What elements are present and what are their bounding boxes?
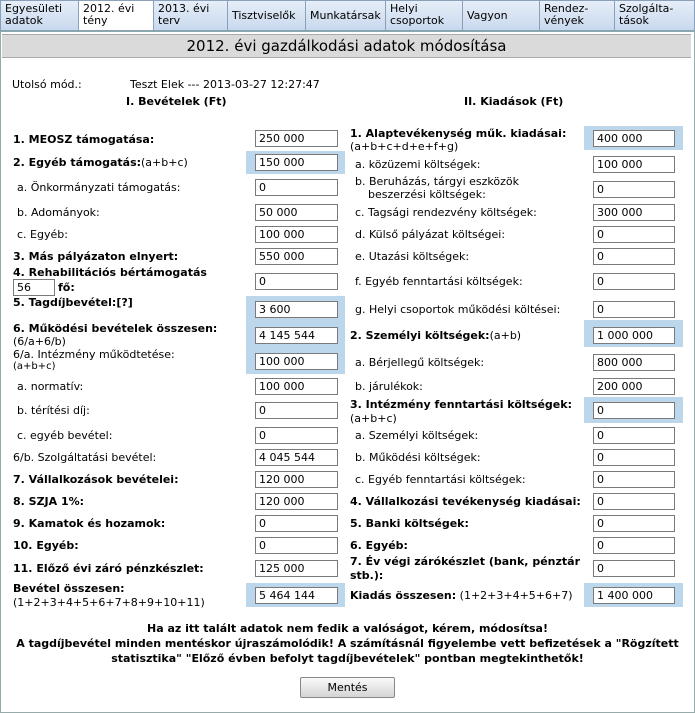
tab-label: Szolgálta- tások [619, 2, 674, 27]
expense-label: f. Egyéb fenntartási költségek: [355, 275, 523, 288]
kozuzemi-field[interactable] [593, 156, 675, 173]
income-label: a. Önkormányzati támogatás: [17, 181, 181, 194]
expense-label: 6. Egyéb: [350, 539, 408, 552]
egyeb-6-field[interactable] [593, 537, 675, 554]
income-label [13, 156, 188, 169]
palyazat-field[interactable] [255, 248, 338, 265]
helyi-csoportok-field[interactable] [593, 301, 675, 318]
expense-label [350, 329, 521, 342]
egyeb-10-field[interactable] [255, 537, 338, 554]
egyeb-tamogatas-field[interactable] [255, 154, 338, 171]
adomanyok-field[interactable] [255, 204, 338, 221]
income-label: 4. Rehabilitációs bértámogatás [13, 266, 207, 279]
expense-label: a. Személyi költségek: [355, 429, 479, 442]
utazasi-field[interactable] [593, 248, 675, 265]
egyeb-bevetel-field[interactable] [255, 427, 338, 444]
beruhazas-field[interactable] [593, 181, 675, 198]
szja-field[interactable] [255, 493, 338, 510]
expense-label: 4. Vállalkozási tevékenység kiadásai: [350, 495, 581, 508]
help-link[interactable]: [?] [116, 296, 133, 309]
elozo-evi-field[interactable] [255, 560, 338, 577]
intezmeny-fenntartasi-field[interactable] [593, 402, 675, 419]
income-heading: I. Bevételek (Ft) [126, 95, 227, 108]
rehab-fo-field[interactable] [13, 279, 55, 296]
save-button[interactable]: Mentés [300, 677, 395, 698]
szolgaltatasi-field[interactable] [255, 449, 338, 466]
egyeb-fenntartasi-field[interactable] [593, 471, 675, 488]
income-total-label: Bevétel összesen: [13, 582, 125, 595]
expense-label-cont: beszerzési költségek: [368, 188, 486, 201]
income-label: 6/a. Intézmény működtetése: [13, 348, 175, 361]
vallalkozasi-field[interactable] [593, 493, 675, 510]
tagdij-field[interactable] [255, 301, 338, 318]
label-text: 2. Egyéb támogatás: [13, 156, 142, 169]
expense-label: a. Bérjellegű költségek: [355, 356, 485, 369]
formula-text: (a+b) [489, 329, 522, 342]
expense-label: d. Külső pályázat költségei: [355, 228, 506, 241]
tab-label: 2013. évi terv [158, 2, 210, 27]
tab-label: Vagyon [467, 9, 508, 22]
notice-line: A tagdíjbevétel minden mentéskor újraszámolódik! A számításnál figyelembe vett befizetések a "Rögzített [16, 637, 679, 650]
notice-line: Ha az itt talált adatok nem fedik a valóságot, kérem, módosítsa! [147, 622, 548, 635]
tab-helyi-csoportok[interactable] [386, 0, 463, 31]
fenntartasi-field[interactable] [593, 273, 675, 290]
egyeb-c-field[interactable] [255, 226, 338, 243]
meosz-field[interactable] [255, 130, 338, 147]
alaptevekenyseg-field[interactable] [593, 130, 675, 147]
onkormanyzati-field[interactable] [255, 179, 338, 196]
income-label: c. Egyéb: [17, 228, 68, 241]
rehab-field[interactable] [255, 273, 338, 290]
tab-rendezvenyek[interactable] [540, 0, 615, 31]
normativ-field[interactable] [255, 378, 338, 395]
mukodesi-koltsegek-field[interactable] [593, 449, 675, 466]
mukodesi-field[interactable] [255, 327, 338, 344]
formula-text: (a+b+c+d+e+f+g) [350, 140, 459, 153]
income-label: b. Adományok: [17, 206, 100, 219]
expense-label: 7. Év végi zárókészlet (bank, pénztár [350, 555, 580, 568]
tagsagi-field[interactable] [593, 204, 675, 221]
expense-label: 1. Alaptevékenység műk. kiadásai: [350, 127, 567, 140]
income-total-field[interactable] [255, 587, 338, 604]
expense-label: e. Utazási költségek: [355, 250, 470, 263]
income-label: 3. Más pályázaton elnyert: [13, 250, 179, 263]
tab-label: Tisztviselők [232, 9, 296, 22]
expense-label: a. közüzemi költségek: [355, 158, 481, 171]
last-modified-value: Teszt Elek --- 2013-03-27 12:27:47 [130, 78, 320, 91]
jarulekok-field[interactable] [593, 378, 675, 395]
expense-label: c. Egyéb fenntartási költségek: [355, 473, 526, 486]
income-label: c. egyéb bevétel: [17, 429, 113, 442]
income-label [13, 296, 133, 309]
expense-total-field[interactable] [593, 587, 675, 604]
income-label: 8. SZJA 1%: [13, 495, 85, 508]
income-label: 11. Előző évi záró pénzkészlet: [13, 562, 204, 575]
kulso-palyazat-field[interactable] [593, 226, 675, 243]
fo-label: fő: [58, 281, 75, 294]
tab-bar [0, 0, 695, 32]
intezmeny-field[interactable] [255, 353, 338, 370]
szemelyi-koltsegek-field[interactable] [593, 427, 675, 444]
tab-label: Rendez- vények [544, 2, 589, 27]
label-text: Kiadás összesen: [350, 589, 457, 602]
label-text: 2. Személyi költségek: [350, 329, 490, 342]
vallalkozasok-field[interactable] [255, 471, 338, 488]
page-title: 2012. évi gazdálkodási adatok módosítása [2, 34, 691, 58]
income-label: 6. Működési bevételek összesen: [13, 322, 218, 335]
expense-label: b. Működési költségek: [355, 451, 481, 464]
expense-label: 3. Intézmény fenntartási költségek: [350, 398, 572, 411]
expense-label-cont: stb.): [350, 569, 384, 582]
last-modified-label: Utolsó mód.: [12, 78, 82, 91]
formula-text: (1+2+3+4+5+6+7) [459, 589, 573, 602]
berjellegu-field[interactable] [593, 354, 675, 371]
formula-text: (a+b+c) [141, 156, 188, 169]
tab-tisztviselok[interactable] [228, 0, 306, 31]
expense-total-label [350, 589, 573, 602]
label-text: 5. Tagdíjbevétel: [13, 296, 117, 309]
expense-label: b. járulékok: [355, 380, 423, 393]
income-label: 10. Egyéb: [13, 539, 79, 552]
income-label: 6/b. Szolgáltatási bevétel: [13, 451, 157, 464]
tab-label: Helyi csoportok [390, 2, 445, 27]
tab-label: Egyesületi adatok [5, 2, 63, 27]
income-label: 7. Vállalkozások bevételei: [13, 473, 179, 486]
tab-label: 2012. évi tény [83, 2, 135, 27]
tab-label: Munkatársak [310, 9, 381, 22]
expense-label: 5. Banki költségek: [350, 517, 469, 530]
expense-label: g. Helyi csoportok működési költései: [355, 303, 561, 316]
expense-label: c. Tagsági rendezvény költségek: [355, 206, 537, 219]
expense-label: b. Beruházás, tárgyi eszközök [355, 175, 520, 188]
formula-text: (a+b+c) [350, 412, 397, 425]
formula-text: (6/a+6/b) [13, 335, 66, 348]
expense-heading: II. Kiadások (Ft) [464, 95, 564, 108]
income-label: 9. Kamatok és hozamok: [13, 517, 166, 530]
tab-vagyon[interactable] [463, 0, 540, 31]
tab-2012-teny[interactable] [79, 0, 154, 31]
kamatok-field[interactable] [255, 515, 338, 532]
income-label: b. térítési díj: [17, 404, 90, 417]
banki-field[interactable] [593, 515, 675, 532]
tab-munkatarsak[interactable] [306, 0, 386, 31]
tab-egyesuleti-adatok[interactable] [0, 0, 79, 31]
zarokeszlet-field[interactable] [593, 560, 675, 577]
szemelyi-field[interactable] [593, 327, 675, 344]
teritesi-field[interactable] [255, 402, 338, 419]
income-label: 1. MEOSZ támogatása: [13, 133, 155, 146]
tab-2013-terv[interactable] [154, 0, 228, 31]
income-label: a. normatív: [17, 380, 84, 393]
tab-szolgaltatasok[interactable] [615, 0, 695, 31]
formula-text: (a+b+c) [13, 361, 56, 372]
formula-text: (1+2+3+4+5+6+7+8+9+10+11) [13, 596, 205, 609]
notice-line: statisztika" "Előző évben befolyt tagdíjbevételek" pontban megtekinthetők! [111, 652, 584, 665]
